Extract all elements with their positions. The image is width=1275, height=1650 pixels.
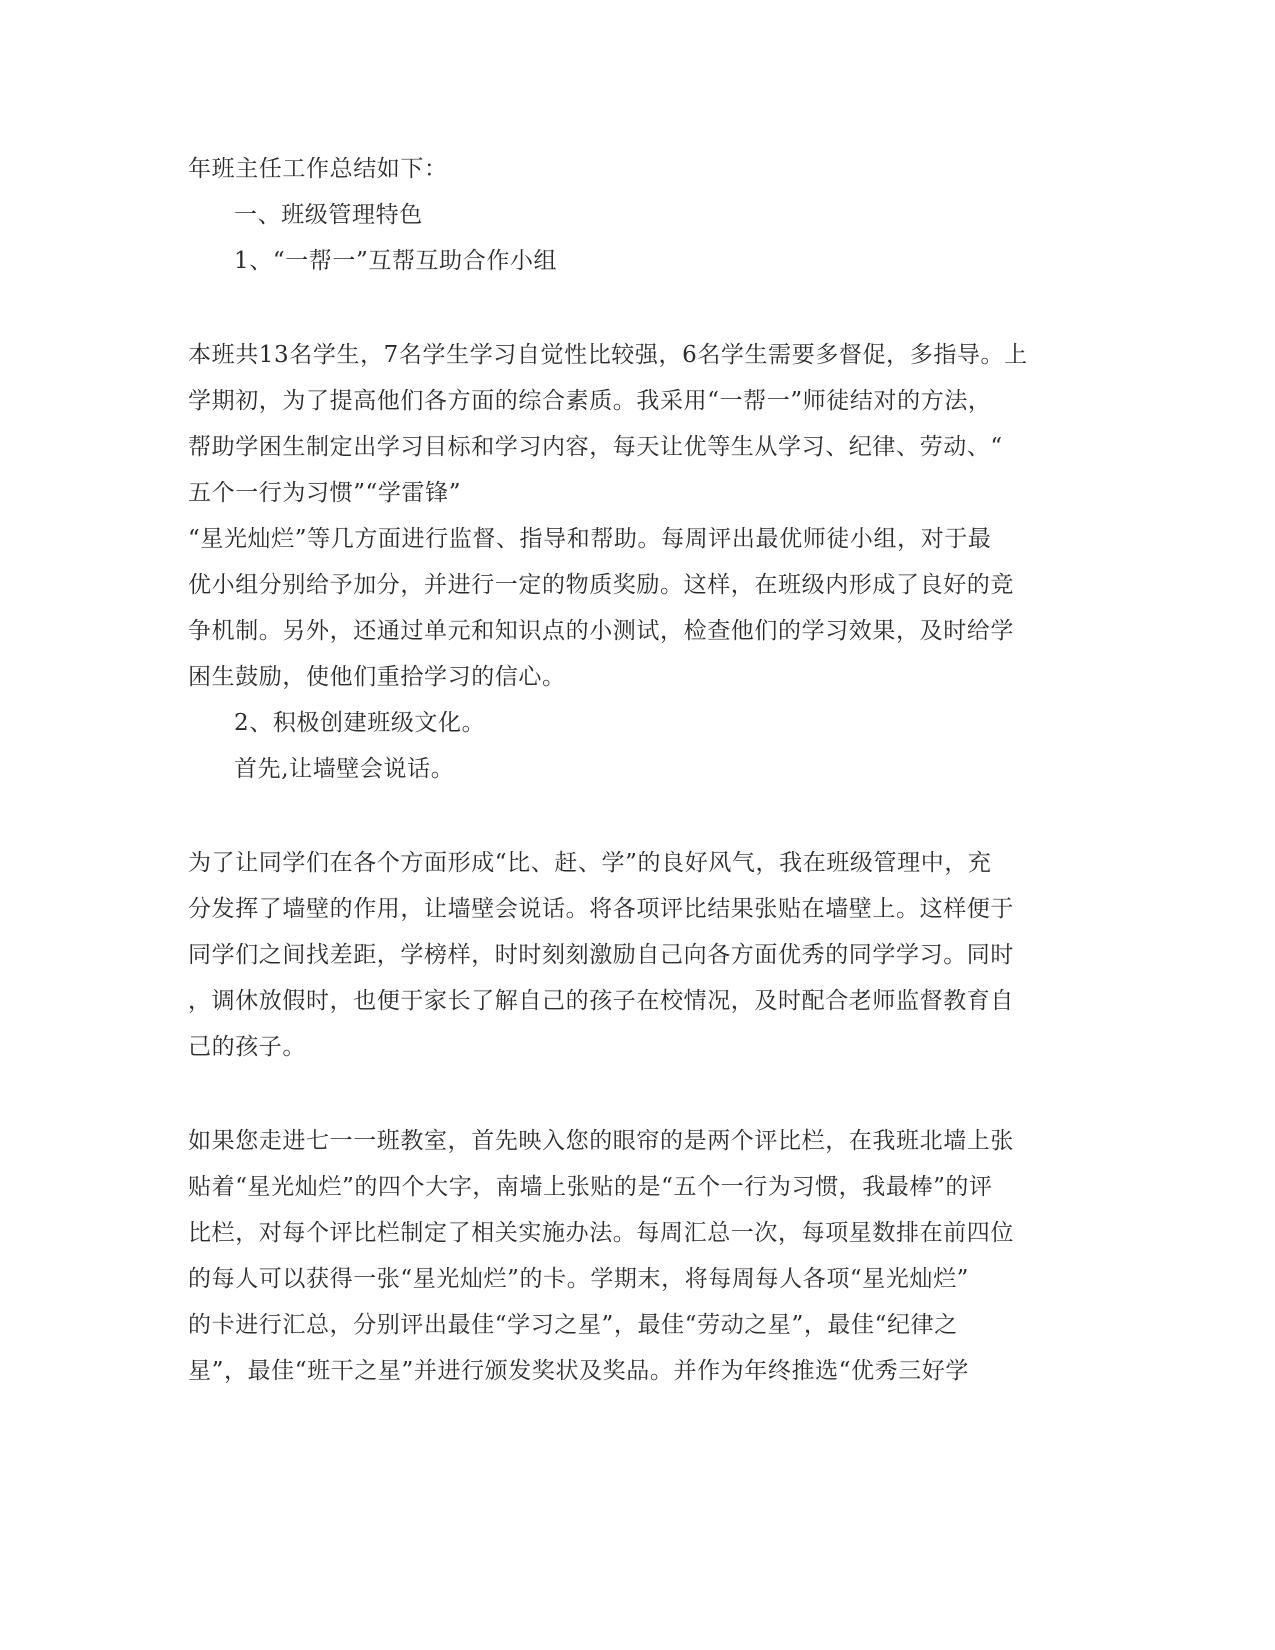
section-heading: 一、班级管理特色 <box>234 202 423 228</box>
text-line: 年班主任工作总结如下： <box>188 156 448 182</box>
subsection-heading: 1、“一帮一”互帮互助合作小组 <box>234 248 558 274</box>
text-line: 星”，最佳“班干之星”并进行颁发奖状及奖品。并作为年终推选“优秀三好学 <box>188 1358 970 1384</box>
text-line: 如果您走进七一一班教室，首先映入您的眼帘的是两个评比栏，在我班北墙上张 <box>188 1128 1014 1154</box>
text-line: 的卡进行汇总，分别评出最佳“学习之星”，最佳“劳动之星”，最佳“纪律之 <box>188 1312 958 1338</box>
text-line: 本班共13名学生，7名学生学习自觉性比较强，6名学生需要多督促，多指导。上 <box>188 342 1028 368</box>
text-line: 的每人可以获得一张“星光灿烂”的卡。学期末，将每周每人各项“星光灿烂” <box>188 1266 970 1292</box>
text-line: 贴着“星光灿烂”的四个大字，南墙上张贴的是“五个一行为习惯，我最棒”的评 <box>188 1174 993 1200</box>
text-line: 帮助学困生制定出学习目标和学习内容，每天让优等生从学习、纪律、劳动、“ <box>188 434 1003 460</box>
text-line: 学期初，为了提高他们各方面的综合素质。我采用“一帮一”师徒结对的方法， <box>188 388 992 414</box>
text-line: 同学们之间找差距，学榜样，时时刻刻激励自己向各方面优秀的同学学习。同时 <box>188 942 1014 968</box>
text-line: 首先,让墙壁会说话。 <box>234 756 455 782</box>
text-line: 己的孩子。 <box>188 1034 306 1060</box>
text-line: 五个一行为习惯”“学雷锋” <box>188 480 462 506</box>
text-line: 为了让同学们在各个方面形成“比、赶、学”的良好风气，我在班级管理中，充 <box>188 850 992 876</box>
text-line: 优小组分别给予加分，并进行一定的物质奖励。这样，在班级内形成了良好的竞 <box>188 572 1014 598</box>
text-line: ，调休放假时，也便于家长了解自己的孩子在校情况，及时配合老师监督教育自 <box>188 988 1014 1014</box>
text-line: 比栏，对每个评比栏制定了相关实施办法。每周汇总一次，每项星数排在前四位 <box>188 1220 1014 1246</box>
subsection-heading: 2、积极创建班级文化。 <box>234 710 486 736</box>
text-line: 争机制。另外，还通过单元和知识点的小测试，检查他们的学习效果，及时给学 <box>188 618 1014 644</box>
text-line: 分发挥了墙壁的作用，让墙壁会说话。将各项评比结果张贴在墙壁上。这样便于 <box>188 896 1014 922</box>
text-line: 困生鼓励，使他们重拾学习的信心。 <box>188 664 566 690</box>
text-line: “星光灿烂”等几方面进行监督、指导和帮助。每周评出最优师徒小组，对于最 <box>188 526 992 552</box>
